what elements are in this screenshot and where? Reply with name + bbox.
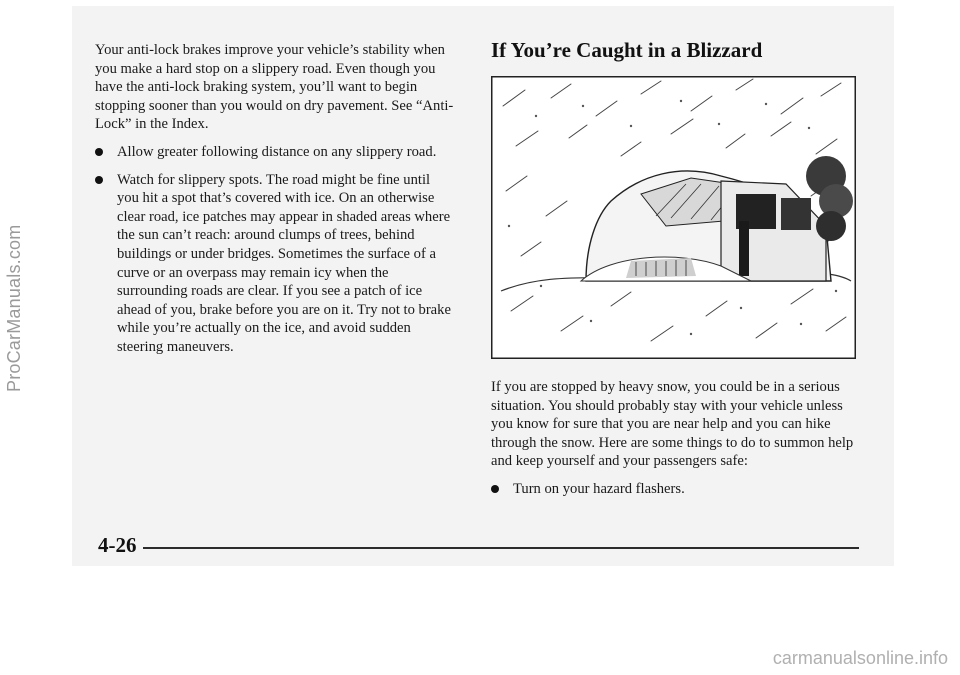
blizzard-paragraph: If you are stopped by heavy snow, you could be in a serious situation. You should probably stay with your vehicle unless you know for sure that you are near help and you can hike through the snow. Here are some things to do to summon help and keep yourself and your passengers safe:	[491, 379, 854, 470]
right-column	[491, 378, 861, 508]
footer-rule	[143, 547, 859, 549]
bullet-slippery-spots	[95, 171, 455, 357]
bullet-text: Allow greater following distance on any slippery road.	[117, 143, 437, 160]
anti-lock-paragraph: Your anti-lock brakes improve your vehicle’s stability when you make a hard stop on a slippery road. Even though you have the anti-lock braking system, you’ll want to begin stopping sooner than you would on dry pavement. See “Anti-Lock” in the Index.	[95, 42, 454, 133]
bullet-dot-icon	[95, 176, 103, 184]
bullet-hazard-flashers	[491, 480, 861, 499]
page-number: 4-26	[98, 533, 137, 557]
bullet-text: Turn on your hazard flashers.	[513, 480, 685, 497]
left-column	[95, 41, 455, 366]
section-heading: If You’re Caught in a Blizzard	[491, 38, 763, 62]
bullet-following-distance	[95, 143, 455, 162]
bullet-dot-icon	[491, 485, 499, 493]
blizzard-car-illustration	[491, 76, 856, 359]
site-footer-text: carmanualsonline.info	[772, 648, 948, 668]
watermark-text: ProCarManuals.com	[4, 224, 24, 392]
bullet-dot-icon	[95, 148, 103, 156]
bullet-text: Watch for slippery spots. The road might be fine until you hit a spot that’s covered with ice. On an otherwise clear road, ice patches may appear in shaded areas where the sun can’t reach: around clumps of trees, behind buildings or under bridges. Sometimes the surface of a curve or an overpass may remain icy when the surrounding roads are clear. If you see a patch of ice ahead of you, brake before you are on it. Try not to brake while you’re actually on the ice, and avoid sudden steering maneuvers.	[117, 171, 451, 355]
